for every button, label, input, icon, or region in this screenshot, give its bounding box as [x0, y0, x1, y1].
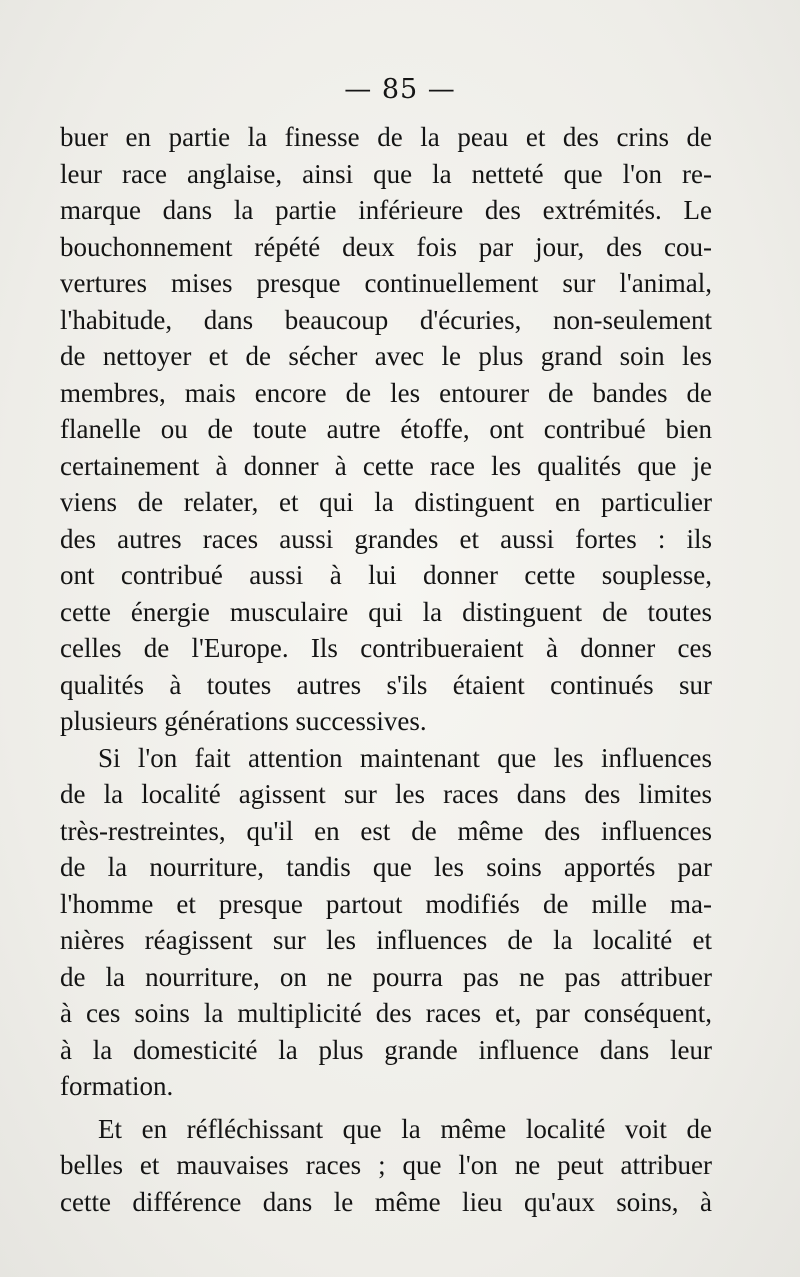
text-line: marque dans la partie inférieure des extrémités. Le: [60, 195, 712, 225]
text-line: de nettoyer et de sécher avec le plus grand soin les: [60, 341, 712, 371]
text-line: à ces soins la multiplicité des races et, par conséquent,: [60, 998, 712, 1028]
text-line: de la nourriture, on ne pourra pas ne pas attribuer: [60, 961, 712, 992]
paragraph-2: [60, 740, 712, 1105]
text-line: de la localité agissent sur les races dans des limites: [60, 779, 712, 809]
page-number: — 85 —: [344, 74, 456, 105]
text-line: qualités à toutes autres s'ils étaient continués sur: [60, 669, 712, 700]
text-line: celles de l'Europe. Ils contribueraient à donner ces: [60, 633, 712, 663]
text-line: nières réagissent sur les influences de la localité et: [60, 925, 712, 955]
text-line: vertures mises presque continuellement sur l'animal,: [60, 268, 712, 298]
text-line: ont contribué aussi à lui donner cette souplesse,: [60, 560, 712, 590]
text-line: Si l'on fait attention maintenant que les influences: [98, 742, 712, 773]
text-line: buer en partie la finesse de la peau et des crins de: [60, 122, 712, 152]
text-line: à la domesticité la plus grande influence dans leur: [60, 1034, 712, 1065]
text-line: des autres races aussi grandes et aussi fortes : ils: [60, 523, 712, 554]
text-line: cette énergie musculaire qui la distinguent de toutes: [60, 596, 712, 627]
text-line: certainement à donner à cette race les qualités que je: [60, 450, 712, 481]
text-line: viens de relater, et qui la distinguent en particulier: [60, 487, 712, 517]
text-line: l'habitude, dans beaucoup d'écuries, non-seulement: [60, 304, 712, 335]
paragraph-3: [60, 1111, 712, 1221]
text-line: très-restreintes, qu'il en est de même des influences: [60, 815, 712, 846]
text-line: belles et mauvaises races ; que l'on ne peut attribuer: [60, 1150, 712, 1180]
text-line: bouchonnement répété deux fois par jour, des cou-: [60, 231, 712, 262]
text-line: plusieurs générations successives.: [60, 706, 427, 736]
text-line: l'homme et presque partout modifiés de mille ma-: [60, 888, 712, 919]
text-line: flanelle ou de toute autre étoffe, ont contribué bien: [60, 414, 712, 444]
text-line: formation.: [60, 1071, 174, 1101]
text-line: de la nourriture, tandis que les soins apportés par: [60, 852, 712, 882]
text-line: leur race anglaise, ainsi que la netteté que l'on re-: [60, 158, 712, 189]
paragraph-1: [60, 119, 712, 740]
text-line: cette différence dans le même lieu qu'aux soins, à: [60, 1186, 712, 1217]
text-line: membres, mais encore de les entourer de bandes de: [60, 377, 712, 408]
body-text: [60, 119, 712, 1220]
text-line: Et en réfléchissant que la même localité voit de: [98, 1113, 712, 1144]
